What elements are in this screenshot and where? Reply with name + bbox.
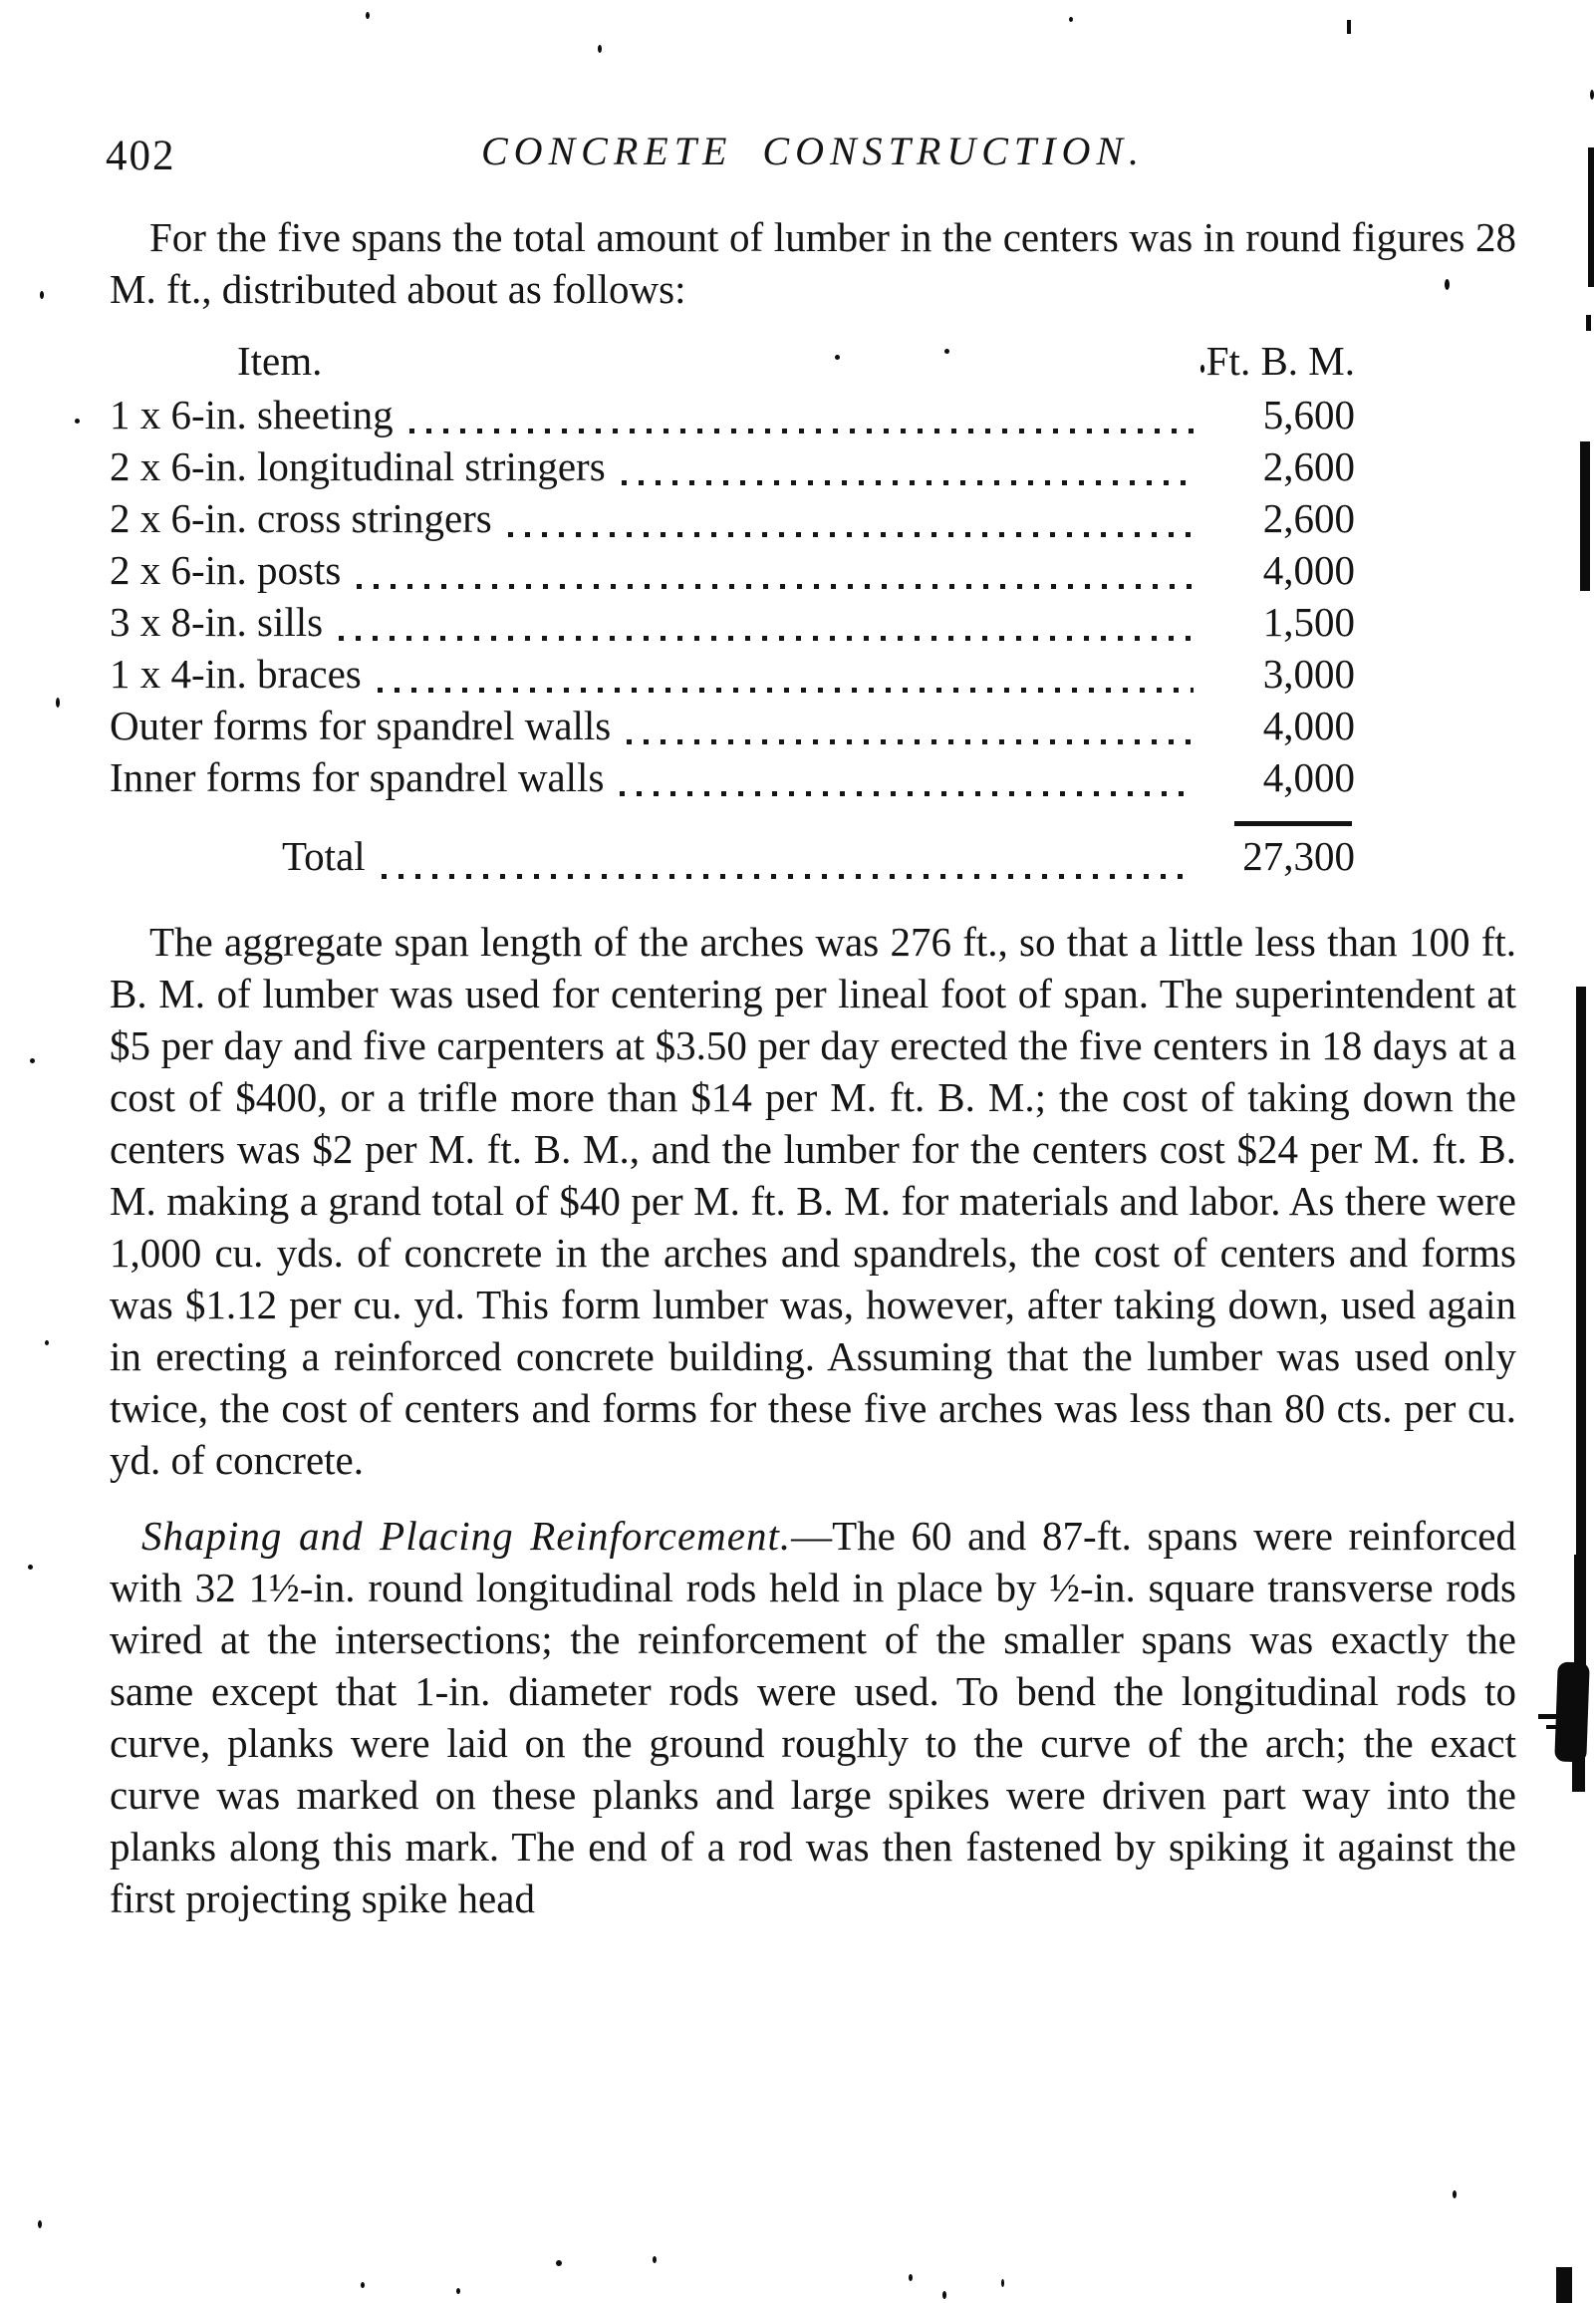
scan-speck — [1453, 2190, 1457, 2198]
table-row-item: 2 x 6-in. cross stringers — [110, 495, 492, 541]
scan-artifact — [1574, 1555, 1586, 1669]
table-row-item: 2 x 6-in. longitudinal stringers — [110, 443, 606, 489]
scan-artifact — [1556, 2267, 1572, 2303]
lumber-table — [110, 337, 1516, 888]
table-row — [110, 650, 1355, 702]
table-row-value: 4,000 — [1262, 754, 1355, 800]
dot-leader — [627, 739, 1194, 744]
table-row-value: 5,600 — [1262, 392, 1355, 437]
table-row-item: 1 x 6-in. sheeting — [110, 392, 394, 437]
dot-leader — [378, 688, 1194, 693]
scan-speck — [1001, 2279, 1004, 2287]
dot-leader — [620, 791, 1194, 796]
scan-artifact — [1586, 315, 1591, 331]
table-row-item: Outer forms for spandrel walls — [110, 703, 612, 748]
scan-artifact — [1538, 1714, 1562, 1719]
scan-speck — [361, 2282, 365, 2288]
page-number: 402 — [106, 133, 176, 179]
table-total-row — [110, 832, 1355, 888]
table-col-value: Ft. B. M. — [1205, 338, 1355, 384]
dot-leader — [382, 874, 1194, 879]
scan-speck — [598, 45, 602, 53]
table-header — [110, 337, 1355, 391]
scan-speck — [38, 2220, 42, 2228]
table-row — [110, 442, 1355, 494]
table-row-item: 2 x 6-in. posts — [110, 547, 342, 593]
total-value: 27,300 — [1242, 833, 1355, 879]
table-row — [110, 391, 1355, 442]
table-row-value: 4,000 — [1262, 703, 1355, 748]
scan-artifact — [1347, 20, 1351, 34]
table-row — [110, 702, 1355, 753]
scan-speck — [556, 2260, 562, 2266]
running-title: CONCRETE CONSTRUCTION. — [480, 129, 1146, 173]
shaping-heading: Shaping and Placing Reinforcement. — [141, 1513, 792, 1559]
table-row — [110, 753, 1355, 805]
scan-speck — [835, 355, 840, 360]
scan-speck — [653, 2256, 657, 2263]
scan-speck — [56, 698, 60, 708]
table-row-value: 2,600 — [1262, 495, 1355, 541]
scan-speck — [1590, 90, 1594, 100]
table-row-value: 1,500 — [1262, 599, 1355, 645]
scan-artifact — [1572, 1754, 1585, 1792]
running-head — [106, 128, 1516, 185]
table-row — [110, 546, 1355, 598]
scan-speck — [944, 349, 949, 354]
shaping-paragraph — [110, 1510, 1516, 1924]
total-label: Total — [282, 833, 366, 879]
scan-speck — [1445, 279, 1450, 290]
table-row-item: 3 x 8-in. sills — [110, 599, 324, 645]
scan-speck — [28, 1565, 33, 1570]
dot-leader — [357, 584, 1194, 589]
scan-artifact — [1546, 1725, 1559, 1729]
scan-speck — [909, 2274, 913, 2281]
table-row — [110, 494, 1355, 546]
total-rule — [1234, 821, 1352, 826]
scan-speck — [30, 1058, 35, 1063]
table-row-value: 2,600 — [1262, 443, 1355, 489]
scan-speck — [40, 291, 44, 299]
scan-speck — [456, 2288, 460, 2294]
scan-speck — [45, 1340, 49, 1345]
dot-leader — [622, 480, 1194, 485]
scan-artifact — [1580, 441, 1590, 591]
scan-artifact — [1588, 147, 1594, 287]
scan-speck — [942, 2291, 946, 2299]
scan-speck — [1200, 365, 1204, 373]
scan-speck — [366, 12, 370, 19]
scan-artifact — [1576, 987, 1586, 1560]
table-row — [110, 598, 1355, 650]
dot-leader — [339, 636, 1194, 641]
scan-speck — [75, 419, 80, 424]
table-rows — [110, 391, 1355, 805]
intro-paragraph: For the five spans the total amount of lumber in the centers was in round figures 28 M. ft., distributed about as follows: — [110, 214, 1516, 312]
table-row-value: 4,000 — [1262, 547, 1355, 593]
table-col-item: Item. — [237, 338, 323, 384]
table-row-value: 3,000 — [1262, 651, 1355, 697]
table-row-item: Inner forms for spandrel walls — [110, 754, 605, 800]
scan-speck — [1069, 17, 1073, 22]
dot-leader — [409, 429, 1194, 433]
cost-paragraph: The aggregate span length of the arches was 276 ft., so that a little less than 100 ft. B. M. of lumber was used for centering per lineal foot of span. The superintendent at $5 per day and five carpenters at $3.50 per day erected the five centers in 18 days at a cost of $400, or a trifle more than $14 per M. ft. B. M.; the cost of taking down the centers was $2 per M. ft. B. M., and the lumber for the centers cost $24 per M. ft. B. M. making a grand total of $40 per M. ft. B. M. for materials and labor. As there were 1,000 cu. yds. of concrete in the arches and spandrels, the cost of centers and forms was $1.12 per cu. yd. This form lumber was, however, after taking down, used again in erecting a reinforced concrete building. Assuming that the lumber was used only twice, the cost of centers and forms for these five arches was less than 80 cts. per cu. yd. of concrete. — [110, 919, 1516, 1483]
scan-artifact — [1554, 1661, 1589, 1762]
shaping-text: —The 60 and 87-ft. spans were reinforced with 32 1½-in. round longitudinal rods held in place by ½-in. square transverse rods wired at the intersections; the reinforcement of the smaller spans was exactly the same except that 1-in. diameter rods were used. To bend the longitudinal rods to curve, planks were laid on the ground roughly to the curve of the arch; the exact curve was marked on these planks and large spikes were driven part way into the planks along this mark. The end of a rod was then fastened by spiking it against the first projecting spike head — [110, 1513, 1516, 1921]
table-row-item: 1 x 4-in. braces — [110, 651, 362, 697]
page-content — [106, 0, 1516, 1924]
dot-leader — [508, 532, 1194, 537]
